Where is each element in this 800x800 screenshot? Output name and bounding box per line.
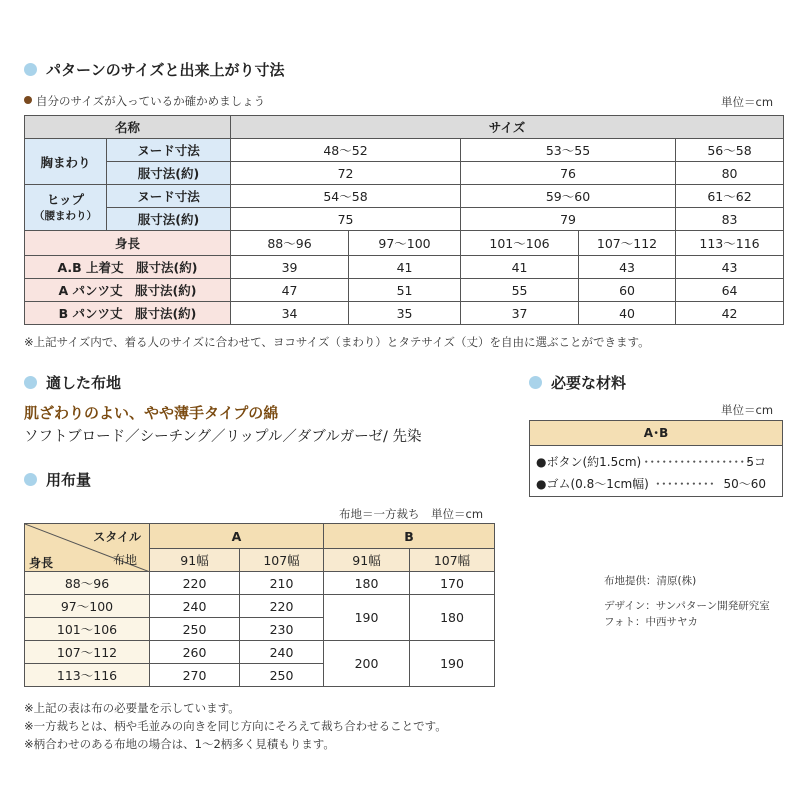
value-cell: 55 <box>461 279 579 302</box>
fabric-note: ※上記の表は布の必要量を示しています。 <box>24 701 240 715</box>
bullet-circle-icon <box>24 473 37 486</box>
hip-garment-cell: 79 <box>461 208 676 231</box>
bullet-circle-icon <box>24 63 37 76</box>
chest-label: 胸まわり <box>25 139 107 185</box>
leader-dots: ･･････････････････ <box>643 455 752 469</box>
section-fabric-amount-heading: 用布量 <box>24 469 91 490</box>
height-cell: 97〜100 <box>25 595 150 618</box>
garment-label: 服寸法(約) <box>107 162 231 185</box>
amount-cell: 190 <box>324 595 410 641</box>
nude-label: ヌード寸法 <box>107 185 231 208</box>
height-cell: 101〜106 <box>461 231 579 256</box>
height-cell: 97〜100 <box>349 231 461 256</box>
chest-garment-cell: 72 <box>231 162 461 185</box>
fabric-notes <box>24 699 447 753</box>
hip-sub-label: （腰まわり） <box>34 209 97 222</box>
material-name: ●ゴム(0.8〜1cm幅) <box>536 477 649 491</box>
amount-cell: 180 <box>410 595 495 641</box>
fabric-note: ※一方裁ちとは、柄や毛並みの向きを同じ方向にそろえて裁ち合わせることです。 <box>24 719 447 733</box>
amount-cell: 240 <box>150 595 240 618</box>
width-107-header: 107幅 <box>410 549 495 572</box>
bullet-circle-icon <box>24 376 37 389</box>
hip-label-cell <box>25 185 107 231</box>
amount-cell: 240 <box>240 641 324 664</box>
height-cell: 88〜96 <box>25 572 150 595</box>
fabric-amount-table <box>24 523 495 687</box>
style-a-header: A <box>150 524 324 549</box>
chest-garment-cell: 76 <box>461 162 676 185</box>
value-cell: 34 <box>231 302 349 325</box>
material-item-button <box>536 453 751 470</box>
bullet-circle-icon <box>529 376 542 389</box>
value-cell: 51 <box>349 279 461 302</box>
size-footnote: ※上記サイズ内で、着る人のサイズに合わせて、ヨコサイズ（まわり）とタテサイズ（丈）を自由に選ぶことができます。 <box>24 335 650 349</box>
chest-nude-cell: 53〜55 <box>461 139 676 162</box>
amount-cell: 200 <box>324 641 410 687</box>
size-table <box>24 115 784 325</box>
pants-b-length-label: B パンツ丈 服寸法(約) <box>25 302 231 325</box>
value-cell: 41 <box>461 256 579 279</box>
style-b-header: B <box>324 524 495 549</box>
garment-label: 服寸法(約) <box>107 208 231 231</box>
height-cell: 113〜116 <box>676 231 784 256</box>
value-cell: 35 <box>349 302 461 325</box>
amount-cell: 190 <box>410 641 495 687</box>
fabric-amount-unit-note: 布地＝一方裁ち 単位＝cm <box>339 507 484 521</box>
material-value: 5コ <box>746 455 766 469</box>
width-91-header: 91幅 <box>324 549 410 572</box>
hip-nude-cell: 61〜62 <box>676 185 784 208</box>
section-pattern-size-heading: パターンのサイズと出来上がり寸法 <box>24 59 285 80</box>
height-label: 身長 <box>25 231 231 256</box>
height-cell: 88〜96 <box>231 231 349 256</box>
value-cell: 39 <box>231 256 349 279</box>
header-name: 名称 <box>25 116 231 139</box>
value-cell: 43 <box>676 256 784 279</box>
width-91-header: 91幅 <box>150 549 240 572</box>
value-cell: 64 <box>676 279 784 302</box>
hip-label: ヒップ <box>46 191 85 207</box>
value-cell: 37 <box>461 302 579 325</box>
height-cell: 113〜116 <box>25 664 150 687</box>
pants-a-length-label: A パンツ丈 服寸法(約) <box>25 279 231 302</box>
amount-cell: 220 <box>240 595 324 618</box>
credit-photo: フォト：中西サヤカ <box>604 616 698 628</box>
corner-header-cell <box>25 524 150 572</box>
value-cell: 40 <box>579 302 676 325</box>
value-cell: 60 <box>579 279 676 302</box>
fabric-label: 布地 <box>112 553 137 567</box>
header-size: サイズ <box>231 116 784 139</box>
credit-fabric: 布地提供：清原(株) <box>604 575 697 587</box>
value-cell: 47 <box>231 279 349 302</box>
hip-nude-cell: 59〜60 <box>461 185 676 208</box>
leader-dots: ･･････････ <box>654 477 715 491</box>
credit-design: デザイン：サンパターン開発研究室 <box>604 600 770 612</box>
material-name: ●ボタン(約1.5cm) <box>536 455 642 469</box>
chest-nude-cell: 56〜58 <box>676 139 784 162</box>
height-cell: 107〜112 <box>25 641 150 664</box>
hip-nude-cell: 54〜58 <box>231 185 461 208</box>
bullet-dot-icon <box>24 96 32 104</box>
value-cell: 41 <box>349 256 461 279</box>
amount-cell: 250 <box>240 664 324 687</box>
height-cell: 107〜112 <box>579 231 676 256</box>
hip-garment-cell: 75 <box>231 208 461 231</box>
fabric-lead: 肌ざわりのよい、やや薄手タイプの綿 <box>24 404 279 422</box>
amount-cell: 250 <box>150 618 240 641</box>
fabric-list: ソフトブロード／シーチング／リップル／ダブルガーゼ/ 先染 <box>24 429 422 445</box>
section-fabric-heading: 適した布地 <box>24 372 121 393</box>
height-label: 身長 <box>29 556 54 570</box>
jacket-length-label: A.B 上着丈 服寸法(約) <box>25 256 231 279</box>
materials-unit-label: 単位＝cm <box>721 403 774 417</box>
amount-cell: 210 <box>240 572 324 595</box>
width-107-header: 107幅 <box>240 549 324 572</box>
style-label: スタイル <box>93 530 141 544</box>
materials-box <box>529 420 783 497</box>
value-cell: 43 <box>579 256 676 279</box>
unit-label: 単位＝cm <box>721 95 774 109</box>
section-materials-heading: 必要な材料 <box>529 372 626 393</box>
material-item-elastic <box>536 475 715 492</box>
size-check-note: 自分のサイズが入っているか確かめましょう <box>24 93 265 109</box>
value-cell: 42 <box>676 302 784 325</box>
material-value: 50〜60 <box>723 477 766 491</box>
amount-cell: 230 <box>240 618 324 641</box>
amount-cell: 270 <box>150 664 240 687</box>
height-cell: 101〜106 <box>25 618 150 641</box>
hip-garment-cell: 83 <box>676 208 784 231</box>
fabric-note: ※柄合わせのある布地の場合は、1〜2柄多く見積もります。 <box>24 737 335 751</box>
amount-cell: 260 <box>150 641 240 664</box>
nude-label: ヌード寸法 <box>107 139 231 162</box>
chest-nude-cell: 48〜52 <box>231 139 461 162</box>
amount-cell: 170 <box>410 572 495 595</box>
chest-garment-cell: 80 <box>676 162 784 185</box>
amount-cell: 180 <box>324 572 410 595</box>
materials-header: A･B <box>530 421 782 446</box>
amount-cell: 220 <box>150 572 240 595</box>
